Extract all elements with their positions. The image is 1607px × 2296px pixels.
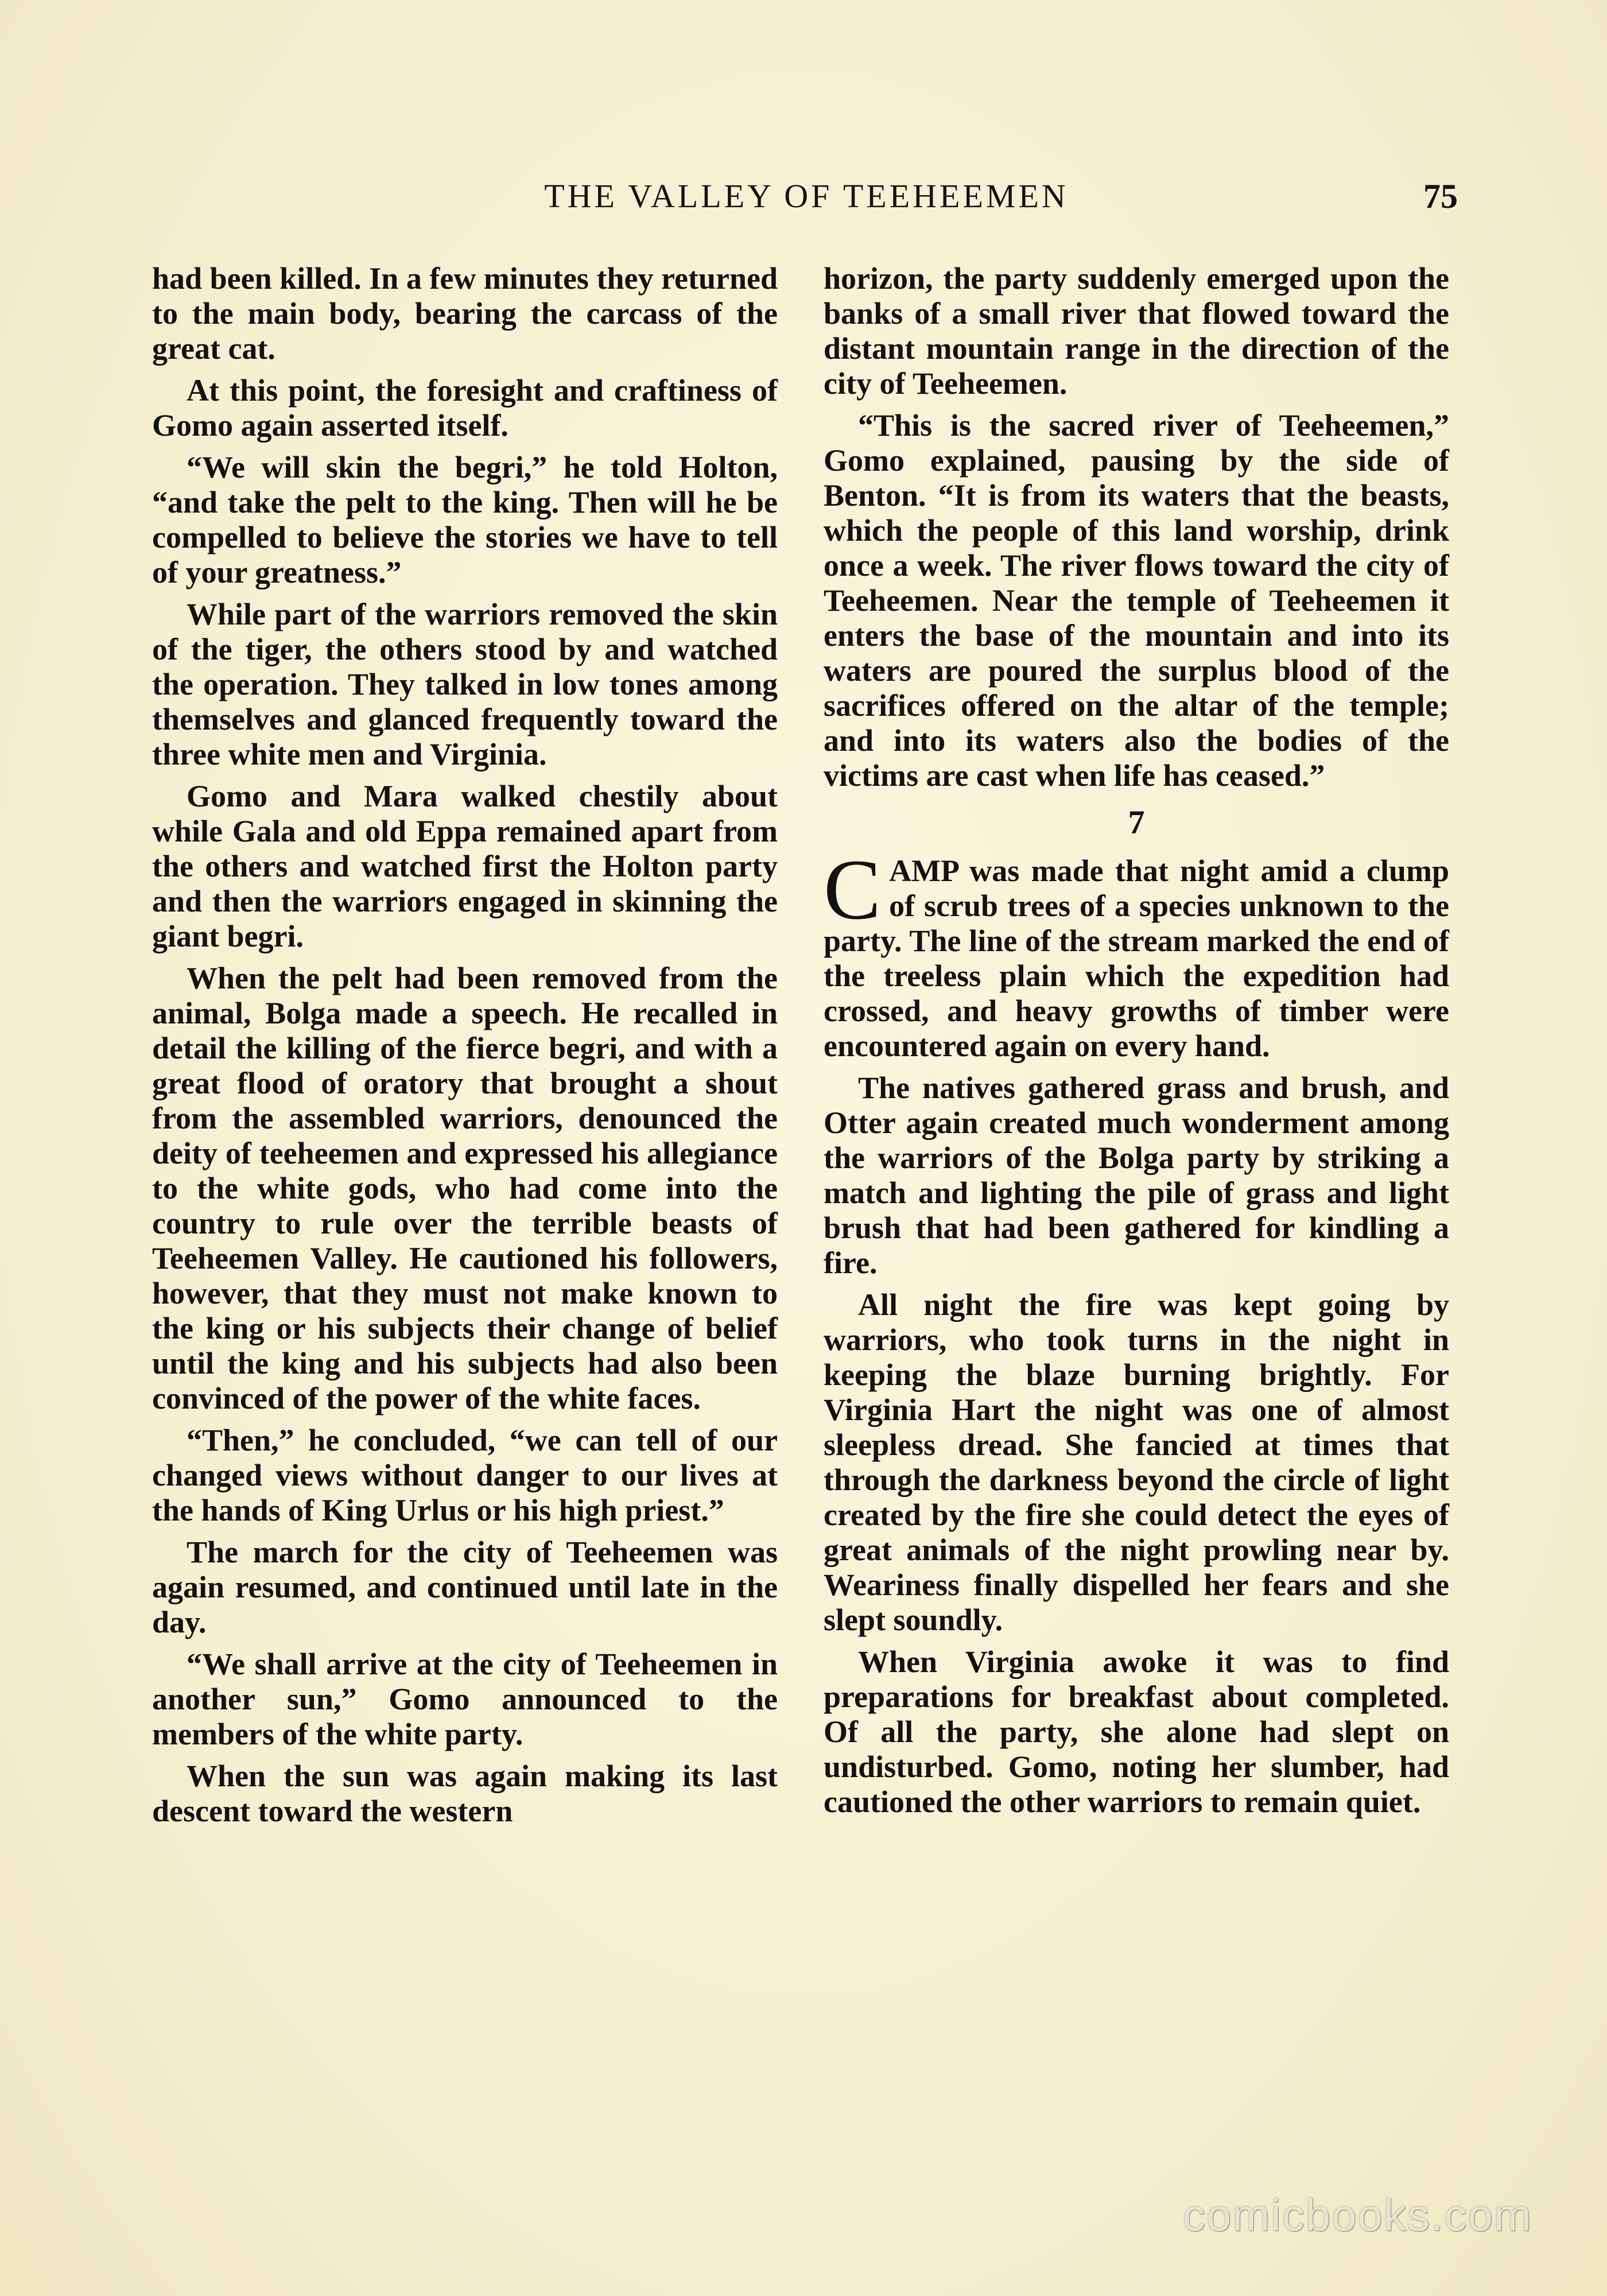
running-head (155, 177, 1458, 223)
paragraph: “This is the sacred river of Teeheemen,” Gomo explained, pausing by the side of Benton. “It is from its waters that the beasts, which the people of this land worship, drink once a week. The river flows toward the city of Teeheemen. Near the temple of Teeheemen it enters the base of the mountain and into its waters are poured the surplus blood of the sacrifices offered on the altar of the temple; and into its waters also the bodies of the victims are cast when life has ceased.” (824, 408, 1449, 793)
opening-text: AMP was made that night amid a clump of scrub trees of a species unknown to the party. The line of the stream marked the end of the treeless plain which the expedition had crossed, and heavy growths of timber were encountered again on every hand. (824, 854, 1449, 1063)
left-column (152, 261, 778, 1836)
paragraph: Gomo and Mara walked chestily about while Gala and old Eppa remained apart from the others and watched first the Holton party and then the warriors engaged in skinning the giant begri. (152, 779, 778, 953)
paragraph: “We will skin the begri,” he told Holton, “and take the pelt to the king. Then will he be compelled to believe the stories we have to tell of your greatness.” (152, 450, 778, 589)
paragraph: The natives gathered grass and brush, and Otter again created much wonderment among the warriors of the Bolga party by striking a match and lighting the pile of grass and light brush that had been gathered for kindling a fire. (824, 1071, 1449, 1280)
drop-cap: C (824, 842, 882, 937)
site-watermark: comicbooks.com (1183, 2190, 1532, 2240)
paragraph: All night the fire was kept going by warriors, who took turns in the night in keeping the blaze burning brightly. For Virginia Hart the night was one of almost sleepless dread. She fancied at times that through the darkness beyond the circle of light created by the fire she could detect the eyes of great animals of the night prowling near by. Weariness finally dispelled her fears and she slept soundly. (824, 1287, 1449, 1637)
page-number: 75 (1423, 177, 1458, 215)
paragraph: had been killed. In a few minutes they returned to the main body, bearing the carcass of the great cat. (152, 261, 778, 366)
right-column (824, 261, 1449, 1826)
paragraph: “We shall arrive at the city of Teeheemen in another sun,” Gomo announced to the members of the white party. (152, 1647, 778, 1751)
chapter-title: THE VALLEY OF TEEHEEMEN (544, 177, 1069, 215)
paragraph: When the pelt had been removed from the animal, Bolga made a speech. He recalled in detail the killing of the fierce begri, and with a great flood of oratory that brought a shout from the assembled warriors, denounced the deity of teeheemen and expressed his allegiance to the white gods, who had come into the country to rule over the terrible beasts of Teeheemen Valley. He cautioned his followers, however, that they must not make known to the king or his subjects their change of belief until the king and his subjects had also been convinced of the power of the white faces. (152, 961, 778, 1415)
paragraph: At this point, the foresight and craftiness of Gomo again asserted itself. (152, 373, 778, 443)
section-number: 7 (1128, 804, 1145, 841)
paragraph: horizon, the party suddenly emerged upon the banks of a small river that flowed toward the distant mountain range in the direction of the city of Teeheemen. (824, 261, 1449, 401)
paragraph: “Then,” he concluded, “we can tell of our changed views without danger to our lives at the hands of King Urlus or his high priest.” (152, 1423, 778, 1527)
section-opening-paragraph (824, 842, 1449, 1064)
paragraph: When Virginia awoke it was to find preparations for breakfast about completed. Of all the party, she alone had slept on undisturbed. Gomo, noting her slumber, had cautioned the other warriors to remain quiet. (824, 1645, 1449, 1819)
paragraph: The march for the city of Teeheemen was again resumed, and continued until late in the day. (152, 1535, 778, 1639)
paragraph: When the sun was again making its last descent toward the western (152, 1759, 778, 1828)
paragraph: While part of the warriors removed the skin of the tiger, the others stood by and watched the operation. They talked in low tones among themselves and glanced frequently toward the three white men and Virginia. (152, 597, 778, 771)
